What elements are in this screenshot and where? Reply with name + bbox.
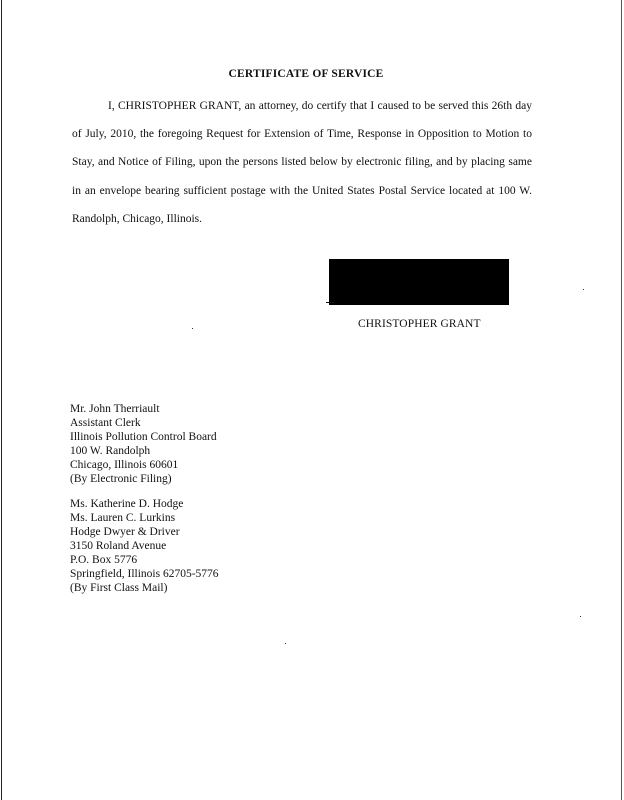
scan-speck	[285, 643, 286, 644]
certification-paragraph: I, CHRISTOPHER GRANT, an attorney, do certify that I caused to be served this 26th day of July, 2010, the foregoing Request for Extension of Time, Response in Opposition to Motion to Stay, and Notice of Filing, upon the persons listed below by electronic filing, and by placing same in an envelope bearing sufficient postage with the United States Postal Service located at 100 W. Randolph, Chicago, Illinois.	[72, 100, 532, 225]
document-title: CERTIFICATE OF SERVICE	[228, 68, 384, 80]
scan-speck	[580, 616, 581, 617]
recipient-line: Ms. Lauren C. Lurkins	[70, 512, 176, 524]
signature-name: CHRISTOPHER GRANT	[358, 318, 481, 330]
recipient-line: Mr. John Therriault	[70, 403, 160, 415]
recipient-line: 100 W. Randolph	[70, 445, 151, 457]
recipient-block-1	[70, 402, 217, 486]
recipient-line: P.O. Box 5776	[70, 554, 138, 566]
recipient-line: 3150 Roland Avenue	[70, 540, 167, 552]
redacted-signature-block	[329, 259, 509, 305]
page-left-edge	[1, 0, 2, 800]
recipient-line: Assistant Clerk	[70, 417, 141, 429]
recipient-line: (By First Class Mail)	[70, 582, 168, 594]
recipient-line: Hodge Dwyer & Driver	[70, 526, 180, 538]
signature-line-mark	[326, 302, 334, 303]
recipient-line: (By Electronic Filing)	[70, 473, 172, 485]
recipient-block-2	[70, 497, 219, 595]
recipient-line: Springfield, Illinois 62705-5776	[70, 568, 219, 580]
scan-speck	[583, 289, 584, 290]
recipient-line: Illinois Pollution Control Board	[70, 431, 217, 443]
scan-speck	[192, 328, 193, 329]
page-right-edge	[621, 0, 622, 800]
recipient-line: Ms. Katherine D. Hodge	[70, 498, 184, 510]
recipient-line: Chicago, Illinois 60601	[70, 459, 179, 471]
